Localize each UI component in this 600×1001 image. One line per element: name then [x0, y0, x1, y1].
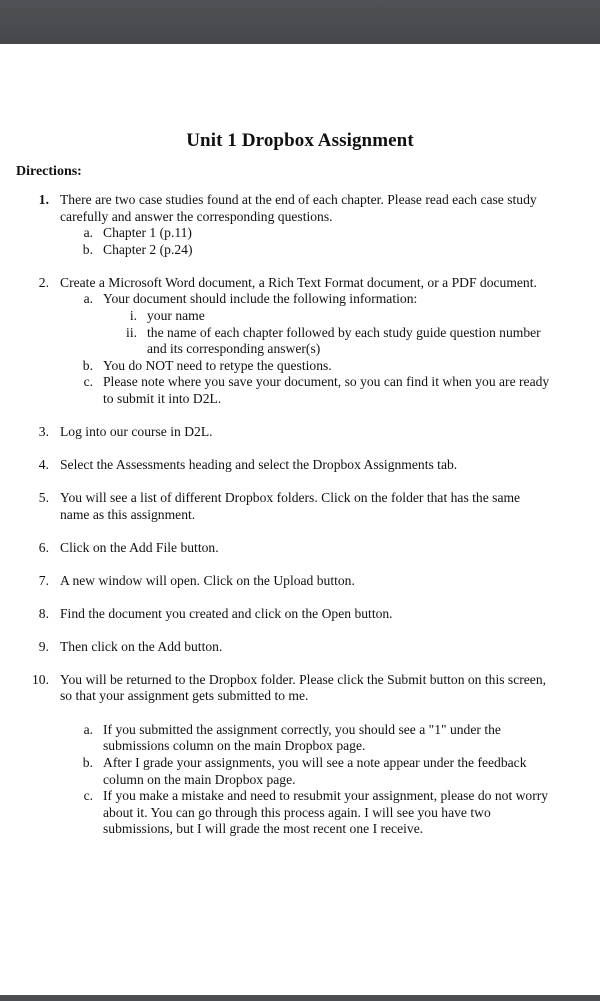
step-text-line: carefully and answer the corresponding questions. — [60, 208, 333, 224]
step-marker: 8. — [38, 605, 49, 621]
substep-marker: c. — [83, 374, 93, 390]
step-text-line: Then click on the Add button. — [60, 638, 223, 654]
step-marker: 1. — [38, 192, 49, 207]
step-marker: 9. — [38, 638, 49, 654]
step-text-line: name as this assignment. — [60, 506, 196, 522]
subsubstep-text-line: and its corresponding answer(s) — [147, 341, 321, 357]
substep-text-line: Chapter 2 (p.24) — [103, 241, 193, 257]
step-text-line: Log into our course in D2L. — [60, 424, 213, 439]
viewer-bottom-bar — [0, 995, 600, 1001]
substep-text-line: column on the main Dropbox page. — [103, 771, 296, 787]
substep-text-line: If you make a mistake and need to resubmit your assignment, please do not worry — [103, 788, 549, 804]
substep-marker: b. — [82, 357, 93, 373]
substep-marker: a. — [83, 291, 93, 307]
step-marker: 7. — [38, 572, 49, 588]
substep-text-line: After I grade your assignments, you will see a note appear under the feedback — [103, 755, 527, 770]
step-text-line: Click on the Add File button. — [60, 539, 219, 555]
step-text-line: You will be returned to the Dropbox folder. Please click the Submit button on this screen, — [60, 671, 547, 687]
substep-marker: a. — [83, 225, 93, 241]
substep-marker: b. — [82, 241, 93, 257]
substep-text-line: submissions column on the main Dropbox page. — [103, 738, 366, 754]
substep-marker: c. — [83, 788, 93, 804]
step-text-line: There are two case studies found at the end of each chapter. Please read each case study — [60, 192, 537, 207]
step-text-line: You will see a list of different Dropbox folders. Click on the folder that has the same — [60, 490, 521, 505]
step-text-line: Select the Assessments heading and select the Dropbox Assignments tab. — [60, 457, 458, 472]
step-text-line: A new window will open. Click on the Upload button. — [60, 572, 355, 588]
subsubstep-text-line: your name — [147, 308, 205, 323]
subsubstep-text-line: the name of each chapter followed by each study guide question number — [147, 324, 541, 340]
viewer-toolbar — [0, 0, 600, 44]
step-text-line: Create a Microsoft Word document, a Rich Text Format document, or a PDF document. — [60, 274, 537, 290]
step-marker: 5. — [38, 490, 49, 505]
substep-text-line: You do NOT need to retype the questions. — [103, 357, 332, 373]
substep-text-line: to submit it into D2L. — [103, 391, 222, 406]
document-title: Unit 1 Dropbox Assignment — [186, 130, 414, 151]
substep-marker: a. — [83, 721, 93, 737]
substep-text-line: Please note where you save your document, so you can find it when you are ready — [103, 374, 550, 390]
step-marker: 4. — [38, 457, 49, 472]
substep-text-line: Chapter 1 (p.11) — [103, 225, 192, 241]
substep-text-line: about it. You can go through this process again. I will see you have two — [103, 804, 491, 820]
document-page — [0, 44, 600, 995]
step-text-line: Find the document you created and click on the Open button. — [60, 605, 393, 621]
subsubstep-marker: ii. — [126, 324, 137, 340]
step-marker: 6. — [38, 539, 49, 555]
directions-heading: Directions: — [16, 164, 82, 179]
subsubstep-marker: i. — [129, 308, 137, 323]
step-marker: 3. — [38, 424, 49, 439]
substep-text-line: submissions, but I will grade the most recent one I receive. — [103, 821, 424, 837]
substep-text-line: Your document should include the following information: — [103, 291, 418, 307]
substep-text-line: If you submitted the assignment correctly, you should see a "1" under the — [103, 721, 501, 737]
step-marker: 10. — [32, 671, 49, 687]
substep-marker: b. — [82, 755, 93, 770]
step-marker: 2. — [38, 274, 49, 290]
step-text-line: so that your assignment gets submitted to me. — [60, 688, 309, 704]
